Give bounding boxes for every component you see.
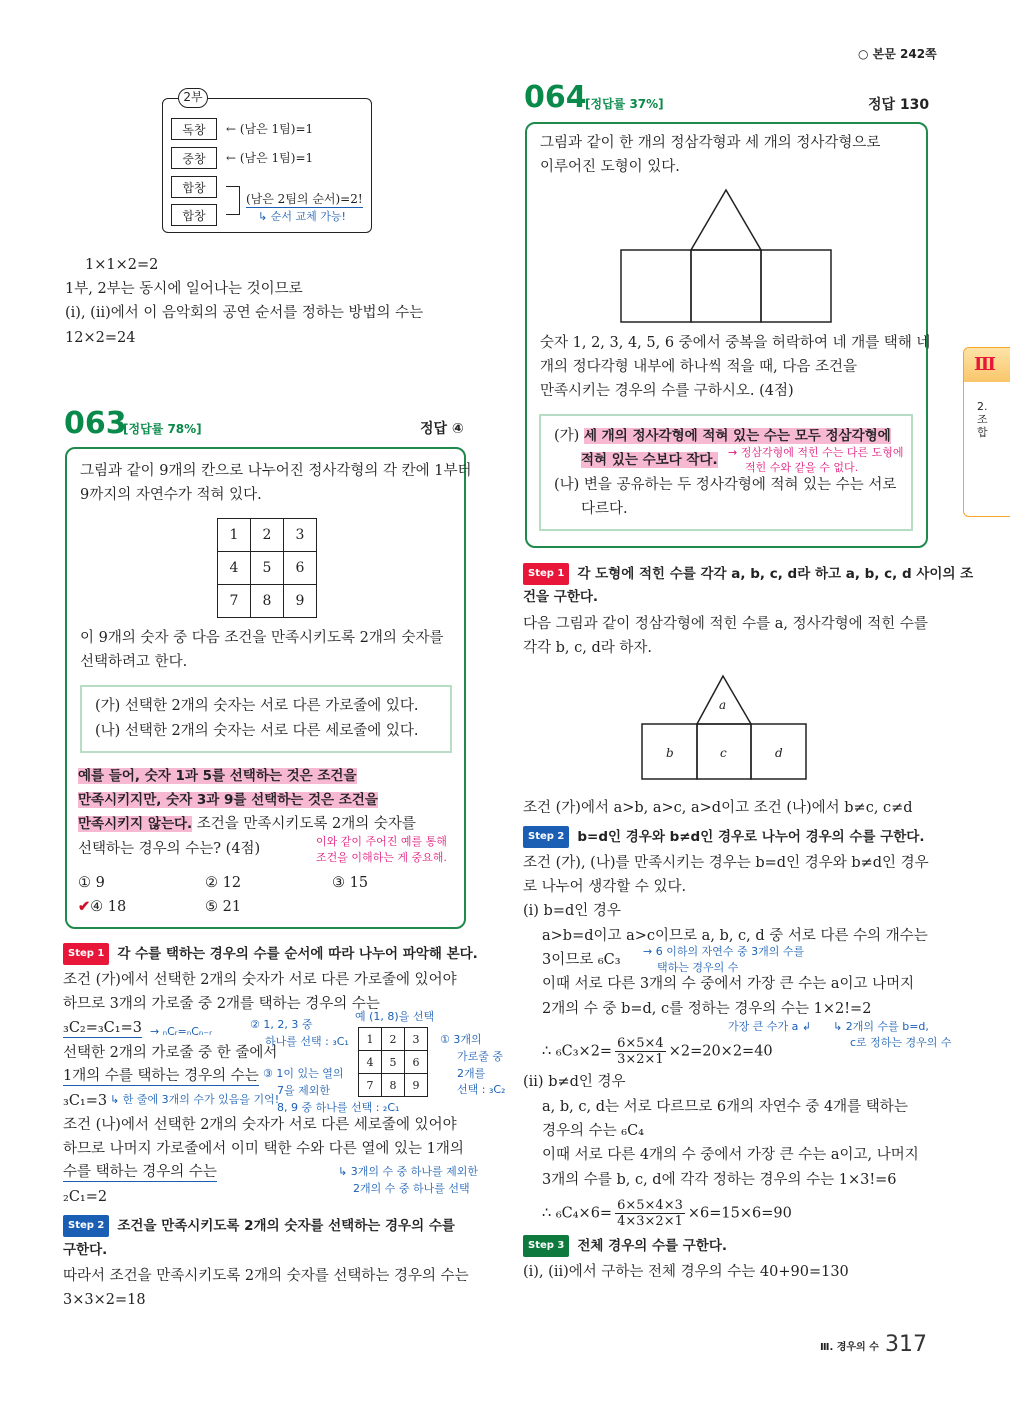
diagram-box: 합창 — [171, 176, 217, 198]
answer-label: 정답 130 — [868, 97, 930, 113]
margin-note: → 정삼각형에 적힌 수는 다른 도형에 — [728, 446, 904, 459]
grid-cell: 2 — [250, 518, 284, 552]
text-line: 9까지의 자연수가 적혀 있다. — [80, 487, 262, 503]
text-line: 선택하려고 한다. — [80, 654, 188, 670]
text-line: (i), (ii)에서 이 음악회의 공연 순서를 정하는 방법의 수는 — [65, 305, 424, 321]
step-badge: Step 2 — [523, 826, 569, 848]
problem-number: 064 — [524, 80, 587, 115]
figure-label-b: b — [666, 746, 674, 760]
annotation: ② 1, 2, 3 중 — [250, 1018, 313, 1031]
grid-cell: 3 — [283, 518, 317, 552]
text-line: 1×1×2=2 — [85, 257, 159, 273]
diagram-box: 중창 — [171, 147, 217, 169]
grid-cell: 4 — [217, 551, 251, 585]
grid-cell: 3 — [404, 1027, 428, 1051]
option-1[interactable]: ① 9 — [78, 875, 105, 891]
answer-label: 정답 ④ — [420, 421, 464, 437]
text-line: ₃C₁=3 — [63, 1093, 108, 1109]
text-line: 수를 택하는 경우의 수는 — [63, 1164, 217, 1180]
annotation: 8, 9 중 하나를 선택 : ₂C₁ — [277, 1101, 400, 1114]
grid-cell: 7 — [217, 584, 251, 618]
figure-label-c: c — [720, 746, 727, 760]
grid-cell: 5 — [250, 551, 284, 585]
annotation: ↳ 2개의 수를 b=d, — [833, 1020, 929, 1033]
annotation: 선택 : ₃C₂ — [457, 1083, 506, 1096]
text-line: 각각 b, c, d라 하자. — [523, 640, 652, 656]
condition: (나) 선택한 2개의 숫자는 서로 다른 세로줄에 있다. — [95, 723, 419, 739]
fraction: $\frac{6\times 5\times 4\times 3}{4\times 3\times 2\times 1}$ — [617, 1198, 683, 1229]
page-number: 317 — [885, 1332, 927, 1357]
accuracy-rate: [정답률 37%] — [585, 97, 664, 111]
annotation: ↳ 3개의 수 중 하나를 제외한 — [338, 1165, 478, 1178]
step-badge: Step 2 — [63, 1215, 109, 1237]
text-line: 따라서 조건을 만족시키도록 2개의 숫자를 선택하는 경우의 수는 — [63, 1268, 469, 1284]
text-line: 다음 그림과 같이 정삼각형에 적힌 수를 a, 정사각형에 적힌 수를 — [523, 616, 928, 632]
text-line: 만족시키는 경우의 수를 구하시오. (4점) — [540, 383, 794, 399]
section-label: 2. 조합 — [977, 400, 988, 439]
text-line: 이때 서로 다른 3개의 수 중에서 가장 큰 수는 a이고 나머지 — [542, 976, 915, 992]
step-badge: Step 1 — [523, 563, 569, 585]
diagram-note: ← (남은 1팀)=1 — [226, 122, 314, 136]
text-line: 그림과 같이 9개의 칸으로 나누어진 정사각형의 각 칸에 1부터 — [80, 463, 472, 479]
annotation: ↳ 한 줄에 3개의 수가 있음을 기억! — [110, 1093, 280, 1106]
annotation: c로 정하는 경우의 수 — [850, 1036, 952, 1049]
fraction: $\frac{6\times 5\times 4}{3\times 2\times 1}$ — [617, 1036, 664, 1067]
text-line: 3개의 수를 b, c, d에 각각 정하는 경우의 수는 1×3!=6 — [542, 1172, 897, 1188]
annotation: 가로줄 중 — [457, 1050, 504, 1063]
annotation: 2개를 — [457, 1067, 486, 1080]
grid-cell: 9 — [283, 584, 317, 618]
text-line: 3×3×2=18 — [63, 1292, 146, 1308]
annotation: 2개의 수 중 하나를 선택 — [353, 1182, 470, 1195]
option-3[interactable]: ③ 15 — [332, 875, 369, 891]
condition: (가) 선택한 2개의 숫자는 서로 다른 가로줄에 있다. — [95, 698, 419, 714]
highlight: 세 개의 정사각형에 적혀 있는 수는 모두 정삼각형에 — [583, 428, 891, 444]
margin-note: 이와 같이 주어진 예를 통해 — [316, 835, 447, 848]
figure-label-d: d — [775, 746, 783, 760]
grid-cell: 9 — [404, 1073, 428, 1097]
highlight: 만족시키지 않는다. — [78, 816, 193, 832]
annotation: 7을 제외한 — [277, 1084, 330, 1097]
grid-cell: 4 — [358, 1050, 382, 1074]
margin-note: 조건을 이해하는 게 중요해. — [316, 851, 447, 864]
diagram-box: 합창 — [171, 204, 217, 226]
case-title: (i) b=d인 경우 — [523, 903, 621, 919]
check-icon: ✔ — [78, 898, 91, 915]
figure-label-a: a — [719, 698, 727, 712]
text-line: 구한다. — [63, 1242, 108, 1258]
annotation: 예 (1, 8)을 선택 — [355, 1010, 435, 1023]
text-line: 선택한 2개의 가로줄 중 한 줄에서 — [63, 1045, 278, 1061]
annotation: ③ 1이 있는 열의 — [263, 1067, 344, 1080]
highlight: 만족시키지만, 숫자 3과 9를 선택하는 것은 조건을 — [78, 792, 378, 808]
annotation: → 6 이하의 자연수 중 3개의 수를 — [643, 945, 805, 958]
text-line: 건을 구한다. — [523, 589, 599, 605]
text-line: 그림과 같이 한 개의 정삼각형과 세 개의 정사각형으로 — [540, 135, 881, 151]
part-label: 2부 — [178, 88, 208, 108]
diagram-note: ← (남은 1팀)=1 — [226, 151, 314, 165]
text-line: ₂C₁=2 — [63, 1189, 108, 1205]
grid-cell: 7 — [358, 1073, 382, 1097]
text-line: 조건 (가)에서 a>b, a>c, a>d이고 조건 (나)에서 b≠c, c≠d — [523, 800, 913, 816]
annotation: ① 3개의 — [440, 1033, 482, 1046]
grid-cell: 5 — [381, 1050, 405, 1074]
text-line: 1부, 2부는 동시에 일어나는 것이므로 — [65, 281, 303, 297]
text-line: 이 9개의 숫자 중 다음 조건을 만족시키도록 2개의 숫자를 — [80, 630, 444, 646]
case-title: (ii) b≠d인 경우 — [523, 1074, 626, 1090]
option-2[interactable]: ② 12 — [205, 875, 242, 891]
highlight: 적혀 있는 수보다 작다. — [581, 452, 718, 468]
labeled-figure — [640, 672, 810, 782]
annotation: 택하는 경우의 수 — [657, 961, 739, 974]
step-badge: Step 1 — [63, 943, 109, 965]
grid-cell: 8 — [381, 1073, 405, 1097]
highlight: 예를 들어, 숫자 1과 5를 선택하는 것은 조건을 — [78, 768, 357, 784]
text-line: 경우의 수는 ₆C₄ — [542, 1123, 644, 1139]
option-5[interactable]: ⑤ 21 — [205, 899, 242, 915]
chapter-roman: Ⅲ — [964, 348, 1010, 382]
grid-cell: 8 — [250, 584, 284, 618]
bracket — [226, 186, 240, 215]
order-note: (남은 2팀의 순서)=2! — [246, 192, 363, 206]
chapter-side-tab[interactable] — [963, 347, 1010, 517]
text-line: 숫자 1, 2, 3, 4, 5, 6 중에서 중복을 허락하여 네 개를 택해 네 — [540, 335, 931, 351]
accuracy-rate: [정답률 78%] — [123, 422, 202, 436]
text-line: ₃C₂=₃C₁=3 — [63, 1020, 142, 1036]
grid-cell: 6 — [283, 551, 317, 585]
text-line: 1개의 수를 택하는 경우의 수는 — [63, 1068, 259, 1084]
annotation: 가장 큰 수가 a ↲ — [728, 1020, 812, 1033]
text-line: 하므로 3개의 가로줄 중 2개를 택하는 경우의 수는 — [63, 996, 380, 1012]
diagram-box: 독창 — [171, 118, 217, 140]
circle-icon: ○ — [858, 47, 873, 61]
condition: (나) 변을 공유하는 두 정사각형에 적혀 있는 수는 서로 — [554, 477, 897, 493]
text-line: 12×2=24 — [65, 330, 136, 346]
text-line: a>b=d이고 a>c이므로 a, b, c, d 중 서로 다른 수의 개수는 — [542, 928, 928, 944]
text-line: 이때 서로 다른 4개의 수 중에서 가장 큰 수는 a이고, 나머지 — [542, 1147, 919, 1163]
margin-note: 적힌 수와 같을 수 없다. — [745, 461, 859, 474]
text-line: 조건 (나)에서 선택한 2개의 숫자가 서로 다른 세로줄에 있어야 — [63, 1117, 457, 1133]
text-line: 로 나누어 생각할 수 있다. — [523, 879, 687, 895]
text-line: 조건 (가)에서 선택한 2개의 숫자가 서로 다른 가로줄에 있어야 — [63, 972, 457, 988]
page-reference: ○ 본문 242쪽 — [858, 47, 937, 61]
triangle-squares-figure — [615, 185, 837, 327]
condition: 다르다. — [581, 501, 628, 517]
text-line: (i), (ii)에서 구하는 전체 경우의 수는 40+90=130 — [523, 1264, 849, 1280]
text-line: 조건 (가), (나)를 만족시키는 경우는 b=d인 경우와 b≠d인 경우 — [523, 855, 929, 871]
text-line: 선택하는 경우의 수는? (4점) — [78, 841, 261, 857]
grid-cell: 1 — [217, 518, 251, 552]
chapter-label: Ⅲ. 경우의 수 — [820, 1342, 879, 1353]
text-line: 2개의 수 중 b=d, c를 정하는 경우의 수는 1×2!=2 — [542, 1001, 872, 1017]
annotation: → ₙCᵣ=ₙCₙ₋ᵣ — [150, 1025, 212, 1038]
problem-number: 063 — [64, 406, 127, 441]
text-line: a, b, c, d는 서로 다르므로 6개의 자연수 중 4개를 택하는 — [542, 1099, 908, 1115]
text-line: 개의 정다각형 내부에 하나씩 적을 때, 다음 조건을 — [540, 359, 858, 375]
text-line: 하므로 나머지 가로줄에서 이미 택한 수와 다른 열에 있는 1개의 — [63, 1141, 464, 1157]
step-badge: Step 3 — [523, 1235, 569, 1257]
grid-cell: 6 — [404, 1050, 428, 1074]
option-4-selected[interactable]: ✔④ 18 — [78, 898, 127, 915]
text-line: 이루어진 도형이 있다. — [540, 159, 680, 175]
swap-note: ↳ 순서 교체 가능! — [258, 210, 346, 223]
grid-cell: 1 — [358, 1027, 382, 1051]
calculation: ∴ ₆C₄×6= $\frac{6\times 5\times 4\times 3}{4\times 3\times 2\times 1}$ ×6=15×6=90 — [542, 1198, 792, 1229]
calculation: ∴ ₆C₃×2= $\frac{6\times 5\times 4}{3\times 2\times 1}$ ×2=20×2=40 — [542, 1036, 773, 1067]
grid-cell: 2 — [381, 1027, 405, 1051]
text-line: 3이므로 ₆C₃ — [542, 952, 621, 968]
annotation: 하나를 선택 : ₃C₁ — [265, 1035, 349, 1048]
